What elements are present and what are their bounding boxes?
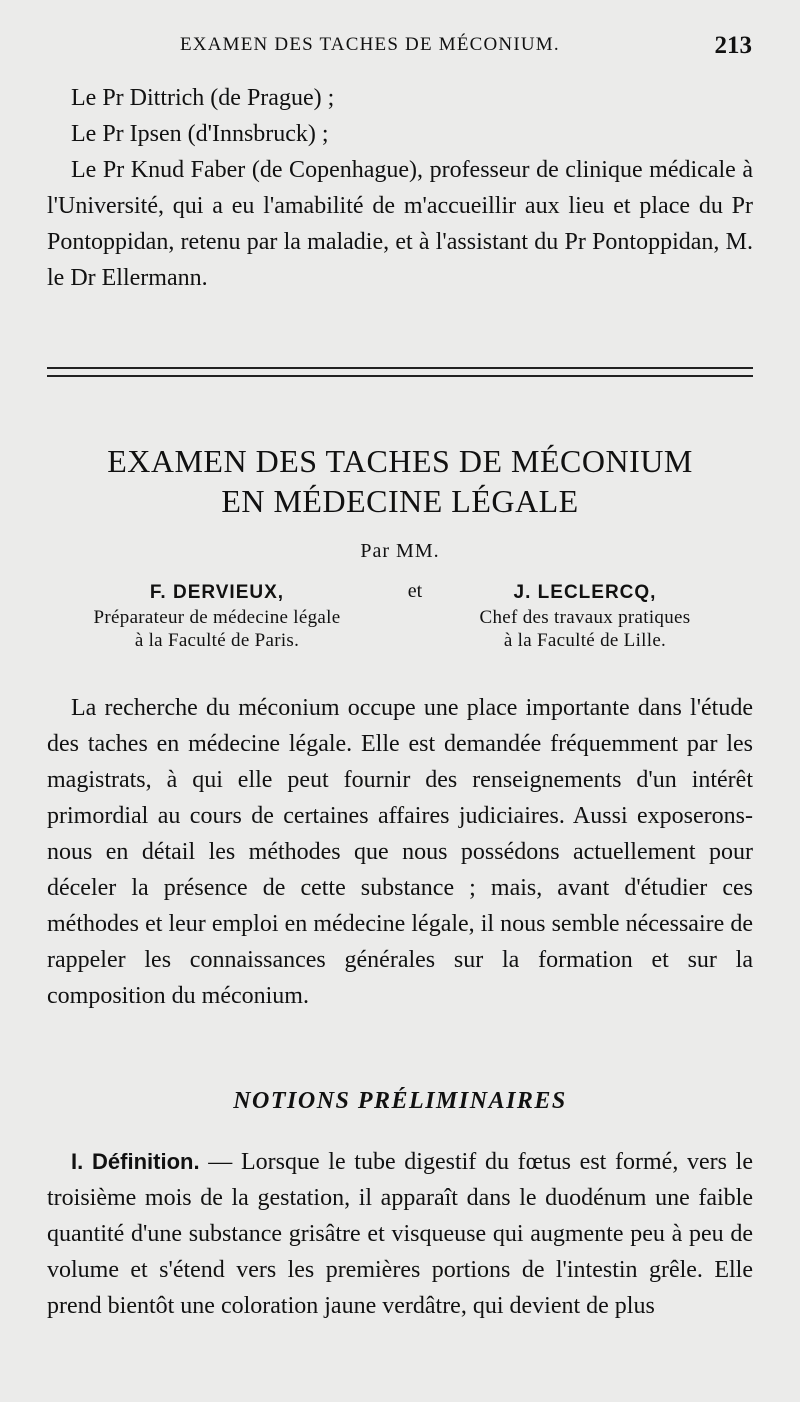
article-title-line-1: EXAMEN DES TACHES DE MÉCONIUM bbox=[107, 443, 693, 479]
acknowledgment-line: Le Pr Dittrich (de Prague) ; bbox=[71, 85, 335, 111]
definition-paragraph bbox=[47, 1144, 753, 1324]
author-title: Chef des travaux pratiques bbox=[479, 607, 691, 628]
author-leclercq bbox=[415, 580, 755, 652]
intro-paragraph bbox=[47, 690, 753, 1014]
acknowledgment-line: Le Pr Ipsen (d'Innsbruck) ; bbox=[71, 121, 329, 147]
definition-label: I. Définition. bbox=[71, 1149, 200, 1174]
definition-text bbox=[47, 1144, 753, 1324]
author-conjunction: et bbox=[407, 580, 423, 602]
section-heading: NOTIONS PRÉLIMINAIRES bbox=[233, 1088, 567, 1114]
author-title: Préparateur de médecine légale bbox=[93, 607, 341, 628]
intro-text: La recherche du méconium occupe une place importante dans l'étude des taches en médecine légale. Elle est demandée fréquemment par les magistrats, à qui elle peut fournir des renseignements d'un intérêt primordial au cours de certaines affaires judiciaires. Aussi exposerons-nous en détail les méthodes que nous possédons actuellement pour déceler la présence de cette substance ; mais, avant d'étudier ces méthodes et leur emploi en médecine légale, il nous semble nécessaire de rappeler les connaissances générales sur la formation et sur la composition du méconium. bbox=[47, 695, 753, 1009]
author-dervieux bbox=[47, 580, 387, 652]
definition-body: — Lorsque le tube digestif du fœtus est formé, vers le troisième mois de la gestation, il apparaît dans le duodénum une faible quantité d'une substance grisâtre et visqueuse qui augmente peu à peu de volume et s'étend vers les premières portions de l'intestin grêle. Elle prend bientôt une coloration jaune verdâtre, qui devient de plus bbox=[47, 1149, 754, 1319]
page-number: 213 bbox=[714, 32, 752, 59]
author-name: J. LECLERCQ, bbox=[513, 582, 657, 603]
acknowledgment-paragraph: Le Pr Knud Faber (de Copenhague), professeur de clinique médicale à l'Université, qui a eu l'amabilité de m'accueillir aux lieu et place du Pr Pontoppidan, retenu par la maladie, et à l'assistant du Pr Pontoppidan, M. le Dr Ellermann. bbox=[47, 157, 753, 291]
byline: Par MM. bbox=[360, 540, 440, 562]
author-affiliation: à la Faculté de Paris. bbox=[134, 630, 300, 651]
running-title: EXAMEN DES TACHES DE MÉCONIUM. bbox=[180, 34, 560, 55]
double-rule-top bbox=[47, 367, 753, 369]
acknowledgments bbox=[47, 80, 753, 296]
author-affiliation: à la Faculté de Lille. bbox=[503, 630, 667, 651]
double-rule-bottom bbox=[47, 375, 753, 377]
running-head bbox=[0, 34, 800, 68]
article-title-line-2: EN MÉDECINE LÉGALE bbox=[221, 483, 579, 519]
author-name: F. DERVIEUX, bbox=[149, 582, 285, 603]
